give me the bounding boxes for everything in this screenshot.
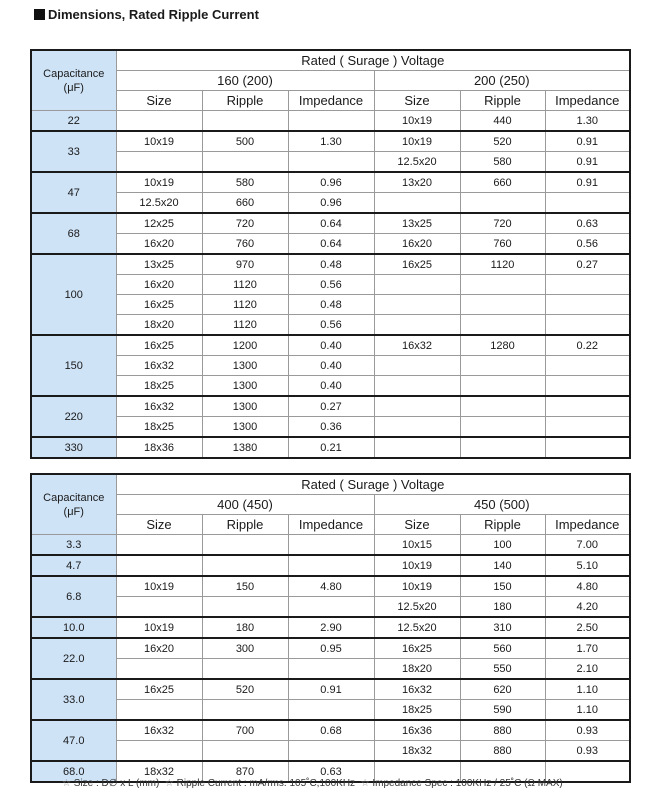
ripple-cell: 620	[460, 679, 545, 700]
size-cell: 10x19	[374, 131, 460, 152]
impedance-cell	[545, 275, 630, 295]
size-cell	[374, 356, 460, 376]
table-row	[31, 376, 630, 397]
impedance-cell	[545, 295, 630, 315]
capacitance-cell: 10.0	[31, 617, 116, 638]
capacitance-cell: 220	[31, 396, 116, 437]
impedance-cell: 0.64	[288, 213, 374, 234]
size-cell: 16x36	[374, 720, 460, 741]
size-cell: 10x15	[374, 535, 460, 556]
size-cell	[116, 700, 202, 721]
size-cell: 10x19	[374, 555, 460, 576]
ripple-cell: 760	[460, 234, 545, 255]
table-row	[31, 679, 630, 700]
capacitance-cell: 6.8	[31, 576, 116, 617]
impedance-cell: 1.30	[288, 131, 374, 152]
ripple-cell	[202, 111, 288, 132]
size-cell: 16x20	[116, 638, 202, 659]
size-cell: 18x36	[116, 437, 202, 458]
footnote-size: Size : D∅ x L (mm)	[73, 778, 160, 789]
table-row	[31, 659, 630, 680]
table-row	[31, 555, 630, 576]
impedance-header: Impedance	[288, 515, 374, 535]
ripple-cell: 500	[202, 131, 288, 152]
size-header: Size	[374, 515, 460, 535]
ripple-cell: 880	[460, 720, 545, 741]
impedance-cell: 0.56	[545, 234, 630, 255]
footnote-ripple: Ripple Current : mA/rms. 105˚C,100KHz	[176, 778, 356, 789]
ripple-cell: 720	[460, 213, 545, 234]
table-row	[31, 437, 630, 458]
size-cell: 16x32	[116, 396, 202, 417]
ripple-cell: 150	[202, 576, 288, 597]
size-cell: 13x25	[374, 213, 460, 234]
size-cell: 16x25	[374, 638, 460, 659]
size-cell	[374, 275, 460, 295]
capacitance-cell: 33.0	[31, 679, 116, 720]
impedance-header: Impedance	[288, 91, 374, 111]
size-cell: 10x19	[116, 617, 202, 638]
table-row	[31, 417, 630, 438]
impedance-cell: 1.10	[545, 679, 630, 700]
size-cell: 18x25	[116, 376, 202, 397]
impedance-cell: 0.96	[288, 193, 374, 214]
size-header: Size	[374, 91, 460, 111]
ripple-cell: 870	[202, 761, 288, 782]
impedance-cell: 2.10	[545, 659, 630, 680]
size-cell: 10x19	[116, 576, 202, 597]
impedance-cell: 5.10	[545, 555, 630, 576]
ripple-cell	[202, 741, 288, 762]
section-title: Dimensions, Rated Ripple Current	[48, 6, 259, 22]
table-row	[31, 152, 630, 173]
impedance-cell: 7.00	[545, 535, 630, 556]
impedance-cell: 0.27	[288, 396, 374, 417]
impedance-cell	[288, 659, 374, 680]
table-row	[31, 700, 630, 721]
impedance-cell: 0.56	[288, 315, 374, 336]
ripple-cell	[460, 376, 545, 397]
impedance-cell: 0.36	[288, 417, 374, 438]
impedance-cell: 0.64	[288, 234, 374, 255]
ripple-cell	[202, 700, 288, 721]
impedance-cell: 0.91	[545, 152, 630, 173]
ripple-cell: 880	[460, 741, 545, 762]
capacitance-cell: 33	[31, 131, 116, 172]
voltage-header-2: 450 (500)	[374, 495, 630, 515]
ripple-header: Ripple	[460, 91, 545, 111]
section-heading	[34, 5, 259, 23]
impedance-cell: 0.48	[288, 254, 374, 275]
ripple-cell	[202, 659, 288, 680]
ripple-cell	[202, 152, 288, 173]
size-cell: 12.5x20	[374, 152, 460, 173]
ripple-cell	[460, 356, 545, 376]
impedance-cell	[545, 315, 630, 336]
capacitance-cell: 47.0	[31, 720, 116, 761]
ripple-header: Ripple	[460, 515, 545, 535]
size-cell	[374, 417, 460, 438]
spec-table-1	[30, 49, 631, 459]
impedance-cell: 4.20	[545, 597, 630, 618]
voltage-header-2: 200 (250)	[374, 71, 630, 91]
capacitance-cell: 68	[31, 213, 116, 254]
table-row	[31, 356, 630, 376]
impedance-cell: 0.27	[545, 254, 630, 275]
size-cell: 18x25	[116, 417, 202, 438]
ripple-cell: 660	[202, 193, 288, 214]
table-row	[31, 254, 630, 275]
ripple-cell: 180	[460, 597, 545, 618]
size-cell: 16x25	[116, 335, 202, 356]
ripple-cell: 1300	[202, 396, 288, 417]
impedance-cell: 0.63	[545, 213, 630, 234]
impedance-cell	[288, 111, 374, 132]
ripple-cell: 1120	[202, 275, 288, 295]
impedance-header: Impedance	[545, 515, 630, 535]
ripple-cell: 590	[460, 700, 545, 721]
impedance-cell: 0.56	[288, 275, 374, 295]
impedance-cell: 0.21	[288, 437, 374, 458]
voltage-header-1: 160 (200)	[116, 71, 374, 91]
size-cell: 18x25	[374, 700, 460, 721]
size-cell: 16x25	[374, 254, 460, 275]
ripple-cell: 560	[460, 638, 545, 659]
ripple-cell: 580	[460, 152, 545, 173]
table-row	[31, 741, 630, 762]
size-cell: 10x19	[116, 172, 202, 193]
capacitance-cell: 330	[31, 437, 116, 458]
ripple-cell: 440	[460, 111, 545, 132]
ripple-header: Ripple	[202, 515, 288, 535]
capacitance-cell: 4.7	[31, 555, 116, 576]
table-row	[31, 617, 630, 638]
size-cell: 16x32	[374, 335, 460, 356]
size-cell: 16x20	[116, 234, 202, 255]
ripple-cell	[460, 275, 545, 295]
size-cell: 13x25	[116, 254, 202, 275]
impedance-cell	[288, 741, 374, 762]
ripple-cell: 1120	[460, 254, 545, 275]
ripple-cell: 1300	[202, 356, 288, 376]
ripple-cell	[460, 396, 545, 417]
capacitance-header: Capacitance (μF)	[31, 474, 116, 535]
table-row	[31, 295, 630, 315]
impedance-cell: 1.70	[545, 638, 630, 659]
ripple-cell: 1280	[460, 335, 545, 356]
ripple-cell: 310	[460, 617, 545, 638]
impedance-cell: 0.48	[288, 295, 374, 315]
ripple-cell	[460, 295, 545, 315]
size-cell: 18x20	[374, 659, 460, 680]
table-row	[31, 172, 630, 193]
size-cell	[374, 315, 460, 336]
table-row	[31, 638, 630, 659]
size-cell	[116, 597, 202, 618]
ripple-cell	[202, 597, 288, 618]
capacitance-cell: 22	[31, 111, 116, 132]
voltage-header-1: 400 (450)	[116, 495, 374, 515]
size-cell	[116, 111, 202, 132]
size-cell: 13x20	[374, 172, 460, 193]
size-cell	[374, 376, 460, 397]
size-cell	[116, 741, 202, 762]
impedance-cell: 0.40	[288, 376, 374, 397]
table-row	[31, 213, 630, 234]
size-cell: 18x32	[116, 761, 202, 782]
table-row	[31, 396, 630, 417]
size-cell: 16x20	[374, 234, 460, 255]
footnote-impedance: Impedance Spec : 100KHz / 25˚C (Ω MAX)	[372, 778, 563, 789]
impedance-cell: 0.91	[288, 679, 374, 700]
impedance-cell: 0.40	[288, 335, 374, 356]
impedance-cell: 0.22	[545, 335, 630, 356]
rated-voltage-header: Rated ( Surage ) Voltage	[116, 474, 630, 495]
capacitance-cell: 3.3	[31, 535, 116, 556]
bullet-square-icon	[34, 9, 45, 20]
size-cell	[374, 295, 460, 315]
ripple-cell: 580	[202, 172, 288, 193]
size-cell: 10x19	[116, 131, 202, 152]
size-cell: 16x25	[116, 679, 202, 700]
ripple-cell: 520	[202, 679, 288, 700]
impedance-cell: 2.50	[545, 617, 630, 638]
table-row	[31, 335, 630, 356]
capacitance-header: Capacitance (μF)	[31, 50, 116, 111]
impedance-cell	[288, 555, 374, 576]
ripple-cell: 300	[202, 638, 288, 659]
impedance-cell	[545, 193, 630, 214]
impedance-cell	[545, 437, 630, 458]
table-row	[31, 597, 630, 618]
impedance-cell: 4.80	[545, 576, 630, 597]
capacitance-cell: 68.0	[31, 761, 116, 782]
size-header: Size	[116, 91, 202, 111]
size-cell: 16x32	[116, 356, 202, 376]
ripple-cell	[460, 437, 545, 458]
size-cell: 10x19	[374, 111, 460, 132]
impedance-cell	[545, 356, 630, 376]
impedance-cell	[545, 417, 630, 438]
ripple-cell: 140	[460, 555, 545, 576]
ripple-cell	[202, 555, 288, 576]
star-icon: ☆	[62, 778, 71, 789]
impedance-cell: 0.96	[288, 172, 374, 193]
impedance-cell: 4.80	[288, 576, 374, 597]
rated-voltage-header: Rated ( Surage ) Voltage	[116, 50, 630, 71]
ripple-cell: 150	[460, 576, 545, 597]
size-cell: 12x25	[116, 213, 202, 234]
impedance-cell	[545, 396, 630, 417]
star-icon: ☆	[164, 778, 174, 789]
size-cell	[374, 396, 460, 417]
capacitance-cell: 47	[31, 172, 116, 213]
ripple-cell: 1120	[202, 315, 288, 336]
ripple-cell: 970	[202, 254, 288, 275]
ripple-cell: 660	[460, 172, 545, 193]
ripple-cell: 1120	[202, 295, 288, 315]
size-cell: 16x32	[374, 679, 460, 700]
size-cell: 16x32	[116, 720, 202, 741]
ripple-cell: 1300	[202, 417, 288, 438]
star-icon: ☆	[360, 778, 370, 789]
size-cell: 18x20	[116, 315, 202, 336]
ripple-cell: 760	[202, 234, 288, 255]
ripple-cell: 720	[202, 213, 288, 234]
impedance-cell	[288, 152, 374, 173]
impedance-cell: 0.91	[545, 172, 630, 193]
ripple-header: Ripple	[202, 91, 288, 111]
size-cell: 12.5x20	[116, 193, 202, 214]
capacitance-cell: 150	[31, 335, 116, 396]
impedance-cell	[545, 376, 630, 397]
impedance-cell: 2.90	[288, 617, 374, 638]
impedance-cell: 0.95	[288, 638, 374, 659]
impedance-cell: 0.93	[545, 741, 630, 762]
size-cell	[116, 152, 202, 173]
size-header: Size	[116, 515, 202, 535]
impedance-cell: 0.91	[545, 131, 630, 152]
spec-table-2	[30, 473, 631, 783]
table-row	[31, 234, 630, 255]
ripple-cell: 700	[202, 720, 288, 741]
impedance-cell: 0.68	[288, 720, 374, 741]
size-cell	[374, 437, 460, 458]
capacitance-cell: 100	[31, 254, 116, 335]
ripple-cell	[202, 535, 288, 556]
size-cell: 10x19	[374, 576, 460, 597]
impedance-cell	[288, 597, 374, 618]
table-row	[31, 193, 630, 214]
ripple-cell: 1300	[202, 376, 288, 397]
table-row	[31, 111, 630, 132]
size-cell	[116, 555, 202, 576]
table-row	[31, 275, 630, 295]
size-cell	[116, 659, 202, 680]
ripple-cell: 1200	[202, 335, 288, 356]
impedance-cell	[288, 700, 374, 721]
ripple-cell: 180	[202, 617, 288, 638]
impedance-cell: 0.93	[545, 720, 630, 741]
ripple-cell: 550	[460, 659, 545, 680]
ripple-cell: 100	[460, 535, 545, 556]
impedance-cell: 1.10	[545, 700, 630, 721]
table-row	[31, 315, 630, 336]
table-row	[31, 576, 630, 597]
size-cell: 12.5x20	[374, 597, 460, 618]
ripple-cell	[460, 417, 545, 438]
impedance-cell: 0.63	[288, 761, 374, 782]
impedance-cell	[288, 535, 374, 556]
table-row	[31, 535, 630, 556]
ripple-cell	[460, 315, 545, 336]
footnote	[62, 778, 563, 789]
size-cell: 12.5x20	[374, 617, 460, 638]
size-cell: 18x32	[374, 741, 460, 762]
ripple-cell	[460, 193, 545, 214]
capacitance-cell: 22.0	[31, 638, 116, 679]
ripple-cell: 1380	[202, 437, 288, 458]
impedance-header: Impedance	[545, 91, 630, 111]
size-cell	[374, 193, 460, 214]
size-cell	[116, 535, 202, 556]
ripple-cell: 520	[460, 131, 545, 152]
impedance-cell: 1.30	[545, 111, 630, 132]
size-cell: 16x25	[116, 295, 202, 315]
size-cell: 16x20	[116, 275, 202, 295]
impedance-cell: 0.40	[288, 356, 374, 376]
table-row	[31, 720, 630, 741]
table-row	[31, 131, 630, 152]
